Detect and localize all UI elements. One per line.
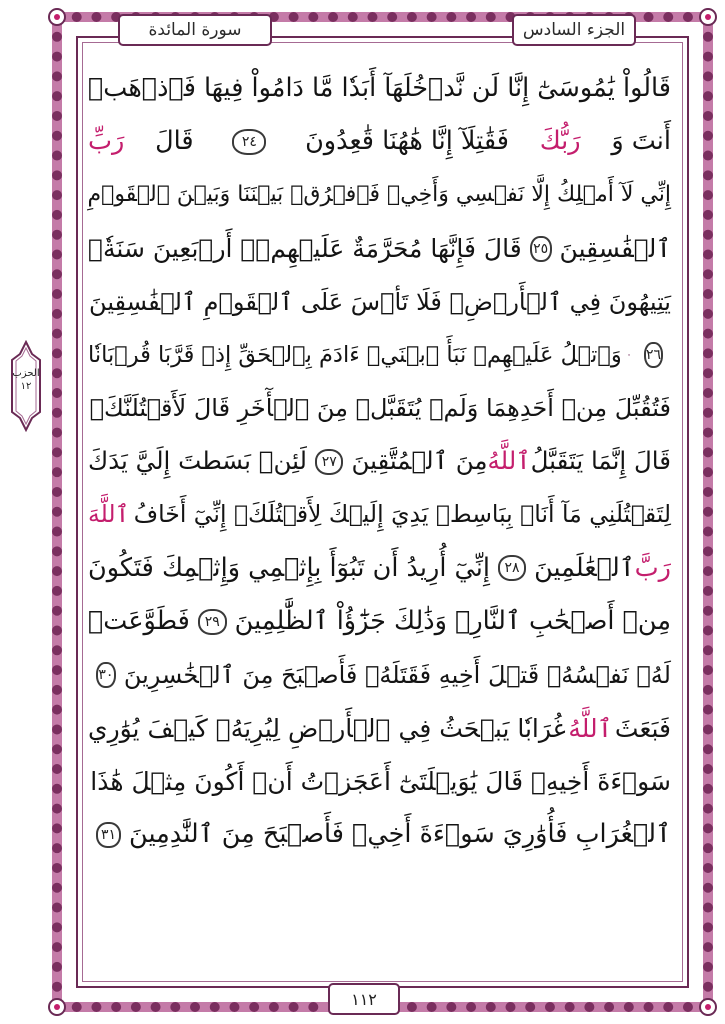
hizb-number-text: ١٢ [20, 380, 32, 392]
verse-text: إِنِّيٓ أُرِيدُ أَن تَبُوٓأَ بِإِثۡمِي وَإِثۡمِكَ فَتَكُونَ [88, 552, 490, 583]
ayah-number-marker: ٢٦ [644, 342, 663, 368]
ayah-number-marker: ٣١ [96, 822, 121, 848]
verse-text: قَالَ [155, 126, 194, 157]
divine-name-text: رَبِّ [88, 126, 125, 157]
verse-text: فَتُقُبِّلَ مِنۡ أَحَدِهِمَا وَلَمۡ يُتَقَبَّلۡ مِنَ ٱلۡأٓخَرِ قَالَ لَأَقۡتُلَنَّكَۖ [89, 394, 671, 423]
text-line [88, 595, 671, 648]
verse-text: لِتَقۡتُلَنِي مَآ أَنَا۠ بِبَاسِطٖ يَدِيَ إِلَيۡكَ لِأَقۡتُلَكَۖ إِنِّيٓ أَخَافُ [133, 500, 671, 529]
text-line [88, 435, 671, 488]
hizb-label-text: الحزب [12, 368, 40, 379]
verse-text: لَهُۥ نَفۡسُهُۥ قَتۡلَ أَخِيهِ فَقَتَلَهُۥ فَأَصۡبَحَ مِنَ ٱلۡخَٰسِرِينَ [123, 660, 671, 689]
text-line [88, 115, 671, 168]
text-line [88, 755, 671, 808]
page-header [62, 14, 662, 44]
verse-text: أَنتَ وَ [611, 126, 671, 157]
verse-text: لَئِنۢ بَسَطتَ إِلَيَّ يَدَكَ [88, 446, 307, 476]
page-number: ١١٢ [328, 983, 400, 1015]
verse-text: غُرَابٗا يَبۡحَثُ فِي ٱلۡأَرۡضِ لِيُرِيَهُۥ كَيۡفَ يُوَٰرِي [88, 713, 566, 743]
text-line [88, 542, 671, 595]
text-line [88, 328, 671, 381]
text-line [88, 382, 671, 435]
verse-text: قَالُواْ يَٰمُوسَىٰٓ إِنَّا لَن نَّدۡخُلَهَآ أَبَدٗا مَّا دَامُواْ فِيهَا فَٱذۡهَبۡ [87, 72, 671, 103]
verse-text: سَوۡءَةَ أَخِيهِۚ قَالَ يَٰوَيۡلَتَىٰٓ أَعَجَزۡتُ أَنۡ أَكُونَ مِثۡلَ هَٰذَا [90, 767, 671, 796]
ayah-number-marker: ٢٩ [198, 609, 227, 635]
verse-text: قَالَ إِنَّمَا يَتَقَبَّلُ [530, 446, 671, 476]
page-text-body [88, 62, 671, 968]
ayah-number-marker: ٢٤ [232, 129, 266, 155]
verse-text: ٱلۡعَٰلَمِينَ [534, 552, 635, 583]
divine-name-text: ٱللَّهُ [487, 446, 531, 476]
verse-text: قَالَ فَإِنَّهَا مُحَرَّمَةٌ عَلَيۡهِمۡۛ أَرۡبَعِينَ سَنَةٗۛ [88, 234, 522, 264]
text-line [88, 808, 671, 861]
divine-name-text: ٱللَّهُ [568, 713, 613, 743]
rub-el-hizb-icon [628, 344, 630, 366]
text-line [88, 488, 671, 541]
verse-text: وَٱتۡلُ عَلَيۡهِمۡ نَبَأَ ٱبۡنَيۡ ءَادَمَ بِٱلۡحَقِّ إِذۡ قَرَّبَا قُرۡبَانٗا [88, 341, 622, 368]
corner-ornament-icon [46, 996, 68, 1018]
text-line [88, 169, 671, 222]
divine-name-text: رَبَّ [634, 552, 671, 583]
verse-text: فَقَٰتِلَآ إِنَّا هَٰهُنَا قَٰعِدُونَ [305, 126, 509, 157]
ayah-number-marker: ٣٠ [96, 662, 116, 688]
text-line [88, 62, 671, 115]
juz-name-label: الجزء السادس [512, 14, 636, 46]
hizb-marker-label [8, 368, 44, 393]
ayah-number-marker: ٢٧ [315, 449, 344, 475]
divine-name-text: رَبُّكَ [539, 126, 581, 157]
corner-ornament-icon [697, 996, 719, 1018]
text-line [88, 275, 671, 328]
verse-text: إِنِّي لَآ أَمۡلِكُ إِلَّا نَفۡسِي وَأَخِيۖ فَٱفۡرُقۡ بَيۡنَنَا وَبَيۡنَ ٱلۡقَوۡمِ [87, 182, 671, 208]
verse-text: فَطَوَّعَتۡ [88, 605, 190, 636]
text-line [88, 222, 671, 275]
text-line [88, 648, 671, 701]
corner-ornament-icon [697, 6, 719, 28]
verse-text: ٱلۡفَٰسِقِينَ [559, 234, 671, 264]
verse-text: يَتِيهُونَ فِي ٱلۡأَرۡضِۚ فَلَا تَأۡسَ عَلَى ٱلۡقَوۡمِ ٱلۡفَٰسِقِينَ [89, 287, 671, 316]
verse-text: مِنَ ٱلۡمُتَّقِينَ [351, 446, 488, 476]
verse-text: مِنۡ أَصۡحَٰبِ ٱلنَّارِۚ وَذَٰلِكَ جَزَٰٓؤُاْ ٱلظَّٰلِمِينَ [234, 605, 671, 636]
ayah-number-marker: ٢٨ [498, 555, 526, 581]
verse-text: فَبَعَثَ [614, 713, 671, 743]
ayah-number-marker: ٢٥ [530, 236, 552, 262]
verse-text: ٱلۡغُرَابِ فَأُوَٰرِيَ سَوۡءَةَ أَخِيۖ فَأَصۡبَحَ مِنَ ٱلنَّٰدِمِينَ [129, 819, 671, 850]
surah-name-label: سورة المائدة [118, 14, 272, 46]
divine-name-text: ٱللَّهَ [88, 500, 130, 529]
text-line [88, 702, 671, 755]
